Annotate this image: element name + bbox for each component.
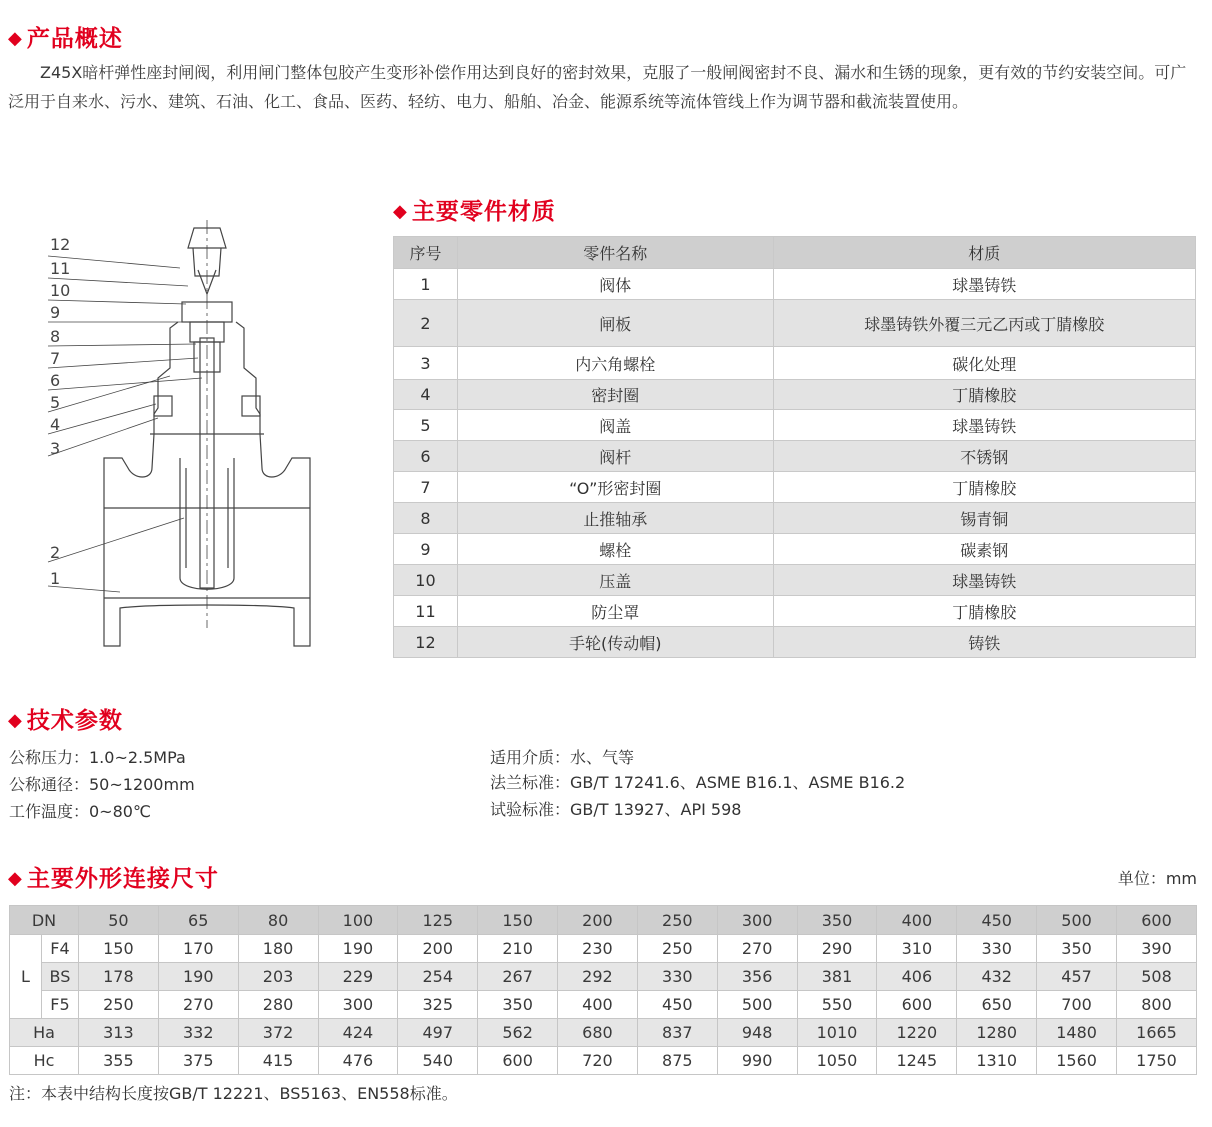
dim-cell: 1310 xyxy=(957,1047,1037,1075)
dim-cell: 1560 xyxy=(1037,1047,1117,1075)
dim-cell: 700 xyxy=(1037,991,1117,1019)
tech-param: 公称通径：50~1200mm xyxy=(9,775,195,794)
part-label-1: 1 xyxy=(50,569,61,588)
dim-cell: 332 xyxy=(158,1019,238,1047)
part-no: 8 xyxy=(394,503,458,534)
table-row xyxy=(394,441,1196,472)
part-label-10: 10 xyxy=(50,281,71,300)
valve-diagram xyxy=(30,218,330,658)
dim-cell: 540 xyxy=(398,1047,478,1075)
diamond-icon: ◆ xyxy=(8,28,23,49)
parts-table xyxy=(393,236,1196,658)
dim-cell: 1010 xyxy=(797,1019,877,1047)
part-material: 丁腈橡胶 xyxy=(773,596,1195,627)
dim-cell: 356 xyxy=(717,963,797,991)
part-name: 内六角螺栓 xyxy=(457,347,773,380)
dn-cell: 600 xyxy=(1117,906,1197,935)
part-label-5: 5 xyxy=(50,393,61,412)
dim-cell: 500 xyxy=(717,991,797,1019)
part-material: 丁腈橡胶 xyxy=(773,472,1195,503)
dn-cell: 200 xyxy=(558,906,638,935)
dim-cell: 290 xyxy=(797,935,877,963)
part-no: 6 xyxy=(394,441,458,472)
part-name: 闸板 xyxy=(457,300,773,347)
row-label: F4 xyxy=(41,935,78,963)
dim-cell: 600 xyxy=(877,991,957,1019)
part-label-3: 3 xyxy=(50,439,61,458)
dim-cell: 1280 xyxy=(957,1019,1037,1047)
dim-cell: 330 xyxy=(957,935,1037,963)
dim-cell: 355 xyxy=(78,1047,158,1075)
parts-header-no: 序号 xyxy=(394,237,458,269)
part-name: 阀杆 xyxy=(457,441,773,472)
part-label-9: 9 xyxy=(50,303,61,322)
dim-cell: 424 xyxy=(318,1019,398,1047)
row-label: BS xyxy=(41,963,78,991)
parts-title xyxy=(393,193,556,226)
dim-cell: 313 xyxy=(78,1019,158,1047)
tech-param: 法兰标准：GB/T 17241.6、ASME B16.1、ASME B16.2 xyxy=(490,773,906,792)
tech-param: 试验标准：GB/T 13927、API 598 xyxy=(490,800,742,819)
part-no: 12 xyxy=(394,627,458,658)
unit-label: 单位：mm xyxy=(1117,869,1197,888)
dims-title-text: 主要外形连接尺寸 xyxy=(26,866,219,892)
part-material: 碳素钢 xyxy=(773,534,1195,565)
part-material: 球墨铸铁外覆三元乙丙或丁腈橡胶 xyxy=(773,300,1195,347)
dim-cell: 210 xyxy=(478,935,558,963)
tech-title-text: 技术参数 xyxy=(26,708,123,734)
dim-cell: 230 xyxy=(558,935,638,963)
table-row xyxy=(10,1019,1197,1047)
dim-cell: 562 xyxy=(478,1019,558,1047)
dim-cell: 550 xyxy=(797,991,877,1019)
overview-title-text: 产品概述 xyxy=(26,26,123,52)
dn-cell: 50 xyxy=(78,906,158,935)
dim-cell: 1245 xyxy=(877,1047,957,1075)
table-row xyxy=(394,380,1196,410)
dim-cell: 250 xyxy=(637,935,717,963)
dim-cell: 375 xyxy=(158,1047,238,1075)
dim-cell: 381 xyxy=(797,963,877,991)
part-label-6: 6 xyxy=(50,371,61,390)
part-no: 10 xyxy=(394,565,458,596)
part-name: 螺栓 xyxy=(457,534,773,565)
part-label-11: 11 xyxy=(50,259,71,278)
dim-cell: 203 xyxy=(238,963,318,991)
part-no: 7 xyxy=(394,472,458,503)
dim-cell: 170 xyxy=(158,935,238,963)
dim-cell: 350 xyxy=(478,991,558,1019)
table-row xyxy=(394,269,1196,300)
tech-param: 公称压力：1.0~2.5MPa xyxy=(9,748,186,767)
part-no: 3 xyxy=(394,347,458,380)
dn-label: DN xyxy=(10,906,79,935)
dim-cell: 1750 xyxy=(1117,1047,1197,1075)
dim-cell: 508 xyxy=(1117,963,1197,991)
overview-text: Z45X暗杆弹性座封闸阀，利用闸门整体包胶产生变形补偿作用达到良好的密封效果，克服了一般闸阀密封不良、漏水和生锈的现象，更有效的节约安装空间。可广泛用于自来水、污水、建筑、石油、化工、食品、医药、轻纺、电力、船舶、冶金、能源系统等流体管线上作为调节器和截流装置使用。 xyxy=(8,63,1187,111)
tech-title xyxy=(8,702,123,735)
part-material: 丁腈橡胶 xyxy=(773,380,1195,410)
table-row xyxy=(394,300,1196,347)
dim-cell: 1220 xyxy=(877,1019,957,1047)
dim-cell: 229 xyxy=(318,963,398,991)
dim-cell: 300 xyxy=(318,991,398,1019)
dim-cell: 350 xyxy=(1037,935,1117,963)
overview-title xyxy=(8,20,123,53)
part-no: 5 xyxy=(394,410,458,441)
dn-cell: 65 xyxy=(158,906,238,935)
dn-cell: 300 xyxy=(717,906,797,935)
dim-cell: 190 xyxy=(318,935,398,963)
parts-header-material: 材质 xyxy=(773,237,1195,269)
diamond-icon: ◆ xyxy=(8,868,23,889)
part-material: 球墨铸铁 xyxy=(773,410,1195,441)
table-row xyxy=(10,991,1197,1019)
dim-cell: 390 xyxy=(1117,935,1197,963)
table-row xyxy=(394,627,1196,658)
dim-cell: 150 xyxy=(78,935,158,963)
dim-cell: 325 xyxy=(398,991,478,1019)
dim-cell: 180 xyxy=(238,935,318,963)
dim-cell: 178 xyxy=(78,963,158,991)
part-material: 不锈钢 xyxy=(773,441,1195,472)
dn-cell: 100 xyxy=(318,906,398,935)
dim-cell: 250 xyxy=(78,991,158,1019)
dn-cell: 400 xyxy=(877,906,957,935)
dn-cell: 500 xyxy=(1037,906,1117,935)
part-label-4: 4 xyxy=(50,415,61,434)
part-label-12: 12 xyxy=(50,235,71,254)
part-no: 2 xyxy=(394,300,458,347)
dn-cell: 150 xyxy=(478,906,558,935)
table-row xyxy=(10,1047,1197,1075)
dim-cell: 190 xyxy=(158,963,238,991)
part-no: 1 xyxy=(394,269,458,300)
dim-cell: 254 xyxy=(398,963,478,991)
part-name: “O”形密封圈 xyxy=(457,472,773,503)
part-label-7: 7 xyxy=(50,349,61,368)
parts-header-name: 零件名称 xyxy=(457,237,773,269)
dim-cell: 650 xyxy=(957,991,1037,1019)
dim-cell: 292 xyxy=(558,963,638,991)
diamond-icon: ◆ xyxy=(393,201,408,222)
row-label: Hc xyxy=(10,1047,79,1075)
dim-cell: 270 xyxy=(158,991,238,1019)
part-label-8: 8 xyxy=(50,327,61,346)
dim-cell: 1050 xyxy=(797,1047,877,1075)
dim-cell: 330 xyxy=(637,963,717,991)
row-label: F5 xyxy=(41,991,78,1019)
dim-cell: 432 xyxy=(957,963,1037,991)
part-name: 阀体 xyxy=(457,269,773,300)
dim-cell: 476 xyxy=(318,1047,398,1075)
dim-cell: 680 xyxy=(558,1019,638,1047)
dim-cell: 948 xyxy=(717,1019,797,1047)
dim-cell: 837 xyxy=(637,1019,717,1047)
tech-param: 适用介质：水、气等 xyxy=(490,748,635,767)
dn-cell: 125 xyxy=(398,906,478,935)
dim-cell: 875 xyxy=(637,1047,717,1075)
dim-cell: 600 xyxy=(478,1047,558,1075)
table-row xyxy=(394,534,1196,565)
part-name: 止推轴承 xyxy=(457,503,773,534)
dim-cell: 1665 xyxy=(1117,1019,1197,1047)
part-no: 9 xyxy=(394,534,458,565)
dim-cell: 310 xyxy=(877,935,957,963)
part-name: 手轮(传动帽) xyxy=(457,627,773,658)
row-label: Ha xyxy=(10,1019,79,1047)
part-name: 阀盖 xyxy=(457,410,773,441)
dim-cell: 457 xyxy=(1037,963,1117,991)
dn-cell: 80 xyxy=(238,906,318,935)
part-no: 11 xyxy=(394,596,458,627)
table-row xyxy=(394,565,1196,596)
part-no: 4 xyxy=(394,380,458,410)
table-row xyxy=(394,596,1196,627)
table-note: 注：本表中结构长度按GB/T 12221、BS5163、EN558标准。 xyxy=(9,1084,458,1103)
dim-cell: 800 xyxy=(1117,991,1197,1019)
dim-cell: 200 xyxy=(398,935,478,963)
dn-cell: 250 xyxy=(637,906,717,935)
dn-row xyxy=(10,906,1197,935)
table-row xyxy=(394,347,1196,380)
dim-cell: 280 xyxy=(238,991,318,1019)
dim-cell: 267 xyxy=(478,963,558,991)
table-row xyxy=(394,472,1196,503)
dn-cell: 350 xyxy=(797,906,877,935)
part-name: 压盖 xyxy=(457,565,773,596)
part-material: 碳化处理 xyxy=(773,347,1195,380)
dim-cell: 990 xyxy=(717,1047,797,1075)
tech-param: 工作温度：0~80℃ xyxy=(9,802,151,821)
part-name: 防尘罩 xyxy=(457,596,773,627)
table-row xyxy=(394,410,1196,441)
part-name: 密封圈 xyxy=(457,380,773,410)
l-label: L xyxy=(10,935,42,1019)
dims-title xyxy=(8,860,219,893)
dimensions-table xyxy=(9,905,1197,1075)
dim-cell: 372 xyxy=(238,1019,318,1047)
parts-title-text: 主要零件材质 xyxy=(411,199,556,225)
dim-cell: 415 xyxy=(238,1047,318,1075)
parts-header-row xyxy=(394,237,1196,269)
dim-cell: 400 xyxy=(558,991,638,1019)
part-material: 铸铁 xyxy=(773,627,1195,658)
dim-cell: 450 xyxy=(637,991,717,1019)
diamond-icon: ◆ xyxy=(8,710,23,731)
part-material: 球墨铸铁 xyxy=(773,565,1195,596)
dn-cell: 450 xyxy=(957,906,1037,935)
part-material: 球墨铸铁 xyxy=(773,269,1195,300)
dim-cell: 497 xyxy=(398,1019,478,1047)
part-material: 锡青铜 xyxy=(773,503,1195,534)
table-row xyxy=(394,503,1196,534)
dim-cell: 406 xyxy=(877,963,957,991)
dim-cell: 1480 xyxy=(1037,1019,1117,1047)
table-row xyxy=(10,935,1197,963)
part-label-2: 2 xyxy=(50,543,61,562)
dim-cell: 720 xyxy=(558,1047,638,1075)
dim-cell: 270 xyxy=(717,935,797,963)
table-row xyxy=(10,963,1197,991)
